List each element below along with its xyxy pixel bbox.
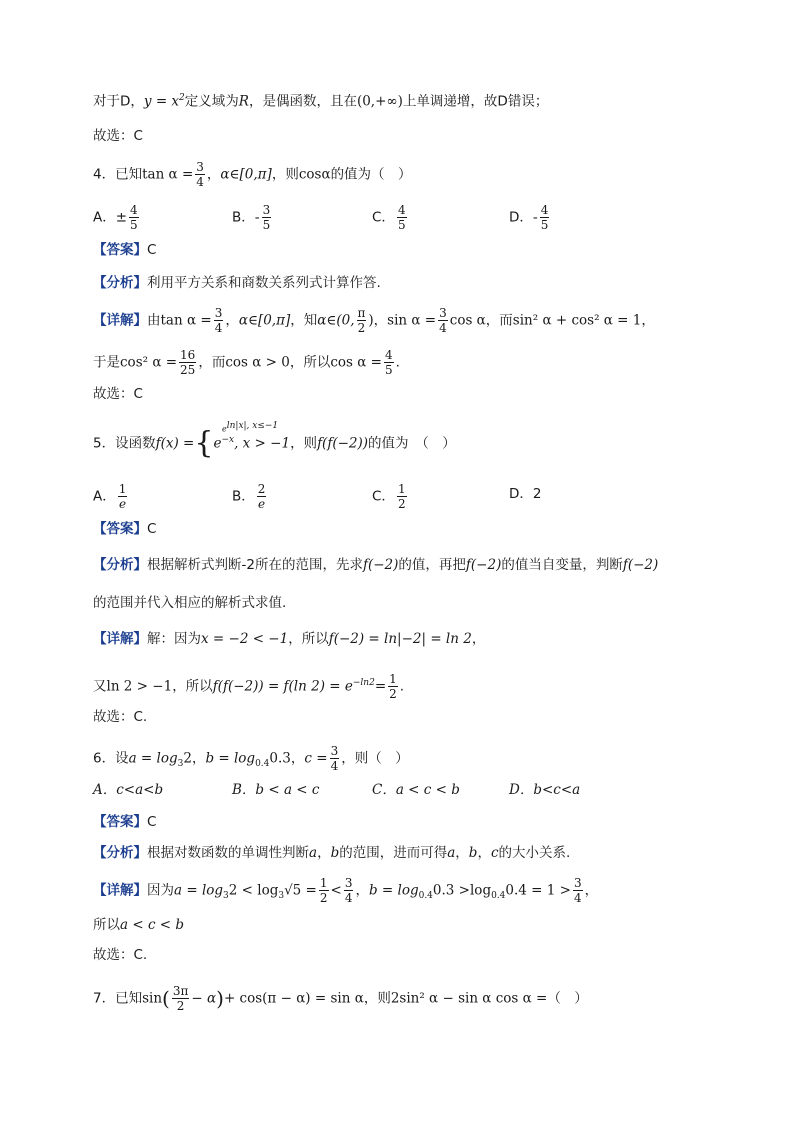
text: 定义域为 <box>184 93 239 110</box>
text: 对于D， <box>93 93 144 110</box>
answer-value: C <box>147 242 157 258</box>
math: R <box>238 93 249 110</box>
brace: { <box>194 425 214 461</box>
math: (0,+∞) <box>356 93 403 110</box>
detail-line-2: 于是cos² α = $\frac{16}{25}$ ，而cos α > 0，所以cos α = $\frac{4}{5}$ . <box>93 348 400 377</box>
math: y = x <box>143 93 180 110</box>
math: cosα <box>298 166 331 183</box>
question-4 <box>93 160 412 189</box>
math: α∈[0,π] <box>220 166 272 183</box>
question-7: 7．已知sin( $\frac{3\pi}{2}$ − α)+ cos(π − α) = sin α，则2sin² α − sin α cos α =（ ） <box>93 984 588 1013</box>
select-line: 故选：C. <box>93 709 148 725</box>
option-b: B．b < a < c <box>232 782 320 798</box>
detail-line: 【详解】解：因为x = −2 < −1，所以f(−2) = ln|−2| = ln 2， <box>93 631 486 647</box>
fraction: $\frac{3}{4}$ <box>196 160 204 189</box>
analysis-line <box>93 273 381 293</box>
text: ，则 <box>271 166 299 183</box>
option-d: D．2 <box>509 486 542 502</box>
option-b: B． $\frac{2}{e}$ <box>232 482 266 511</box>
question-6: 6．设$a = \log_32$，$b = \log_{0.4}0.3$，c = $\frac{3}{4}$ ，则（ ） <box>93 744 409 773</box>
text: ， <box>206 166 221 183</box>
select-line: 故选：C. <box>93 947 148 963</box>
option-a: A． $\frac{1}{e}$ <box>93 482 127 511</box>
math-sup: 2 <box>179 93 185 103</box>
option-a: A．± $\frac{4}{5}$ <box>93 203 138 232</box>
text: 上单调递增，故D错误； <box>402 93 549 110</box>
text-line <box>93 88 548 112</box>
select-line: 故选：C <box>93 386 143 402</box>
analysis-tag: 【分析】 <box>93 275 147 291</box>
detail-line: 【详解】因为$a = \log_32 < \log_3√5$ = $\frac{1}{2}$ < $\frac{3}{4}$ ，$b = \log_{0.4}0.3 >\log_{0.4}0.4 = 1$ > $\frac{3}{4}$ ， <box>93 876 599 905</box>
answer-line <box>93 240 156 260</box>
answer-line: 【答案】C <box>93 521 157 537</box>
option-c: C． $\frac{4}{5}$ <box>372 203 406 232</box>
text: 4．已知 <box>93 166 143 183</box>
option-b: B．- $\frac{3}{5}$ <box>232 203 271 232</box>
detail-line-2: 又ln 2 > −1，所以f(f(−2)) = f(ln $2) = e^{-ln2}=$ $\frac{1}{2}$ . <box>93 672 405 701</box>
question-5: 5．设函数$f(x) =\{e^{-x}$, x > −1，则f(f(−2))的值为 （ ） <box>93 425 456 461</box>
detail-line-2: 所以a < c < b <box>93 917 185 933</box>
math: tan α = <box>142 166 194 183</box>
analysis-line: 【分析】根据对数函数的单调性判断a，b的范围，进而可得a，b，c的大小关系. <box>93 845 571 861</box>
option-d: D．- $\frac{4}{5}$ <box>509 203 549 232</box>
option-d: D．b<c<a <box>509 782 581 798</box>
text: ，是偶函数，且在 <box>248 93 357 110</box>
option-c: C．a < c < b <box>372 782 460 798</box>
analysis-line-2: 的范围并代入相应的解析式求值. <box>93 595 287 611</box>
detail-tag: 【详解】 <box>93 312 147 329</box>
answer-line: 【答案】C <box>93 814 157 830</box>
option-c: C． $\frac{1}{2}$ <box>372 482 406 511</box>
text: 的值为（ ） <box>330 166 412 183</box>
text: 利用平方关系和商数关系列式计算作答. <box>147 275 381 291</box>
detail-line: 【详解】由tan α = $\frac{3}{4}$ ，α∈[0,π]，知α∈(0, $\frac{\pi}{2}$ )，sin α = $\frac{3}{4}$ cos α，而sin² α + cos² α = 1， <box>93 306 655 335</box>
answer-tag: 【答案】 <box>93 242 147 258</box>
option-a: A．c<a<b <box>93 782 164 798</box>
analysis-line: 【分析】根据解析式判断-2所在的范围，先求f(−2)的值，再把f(−2)的值当自变量，判断f(−2) <box>93 557 659 573</box>
piece-top: $e^{ln|x|, x\le-1}$ <box>222 421 279 434</box>
select-line: 故选：C <box>93 128 143 144</box>
